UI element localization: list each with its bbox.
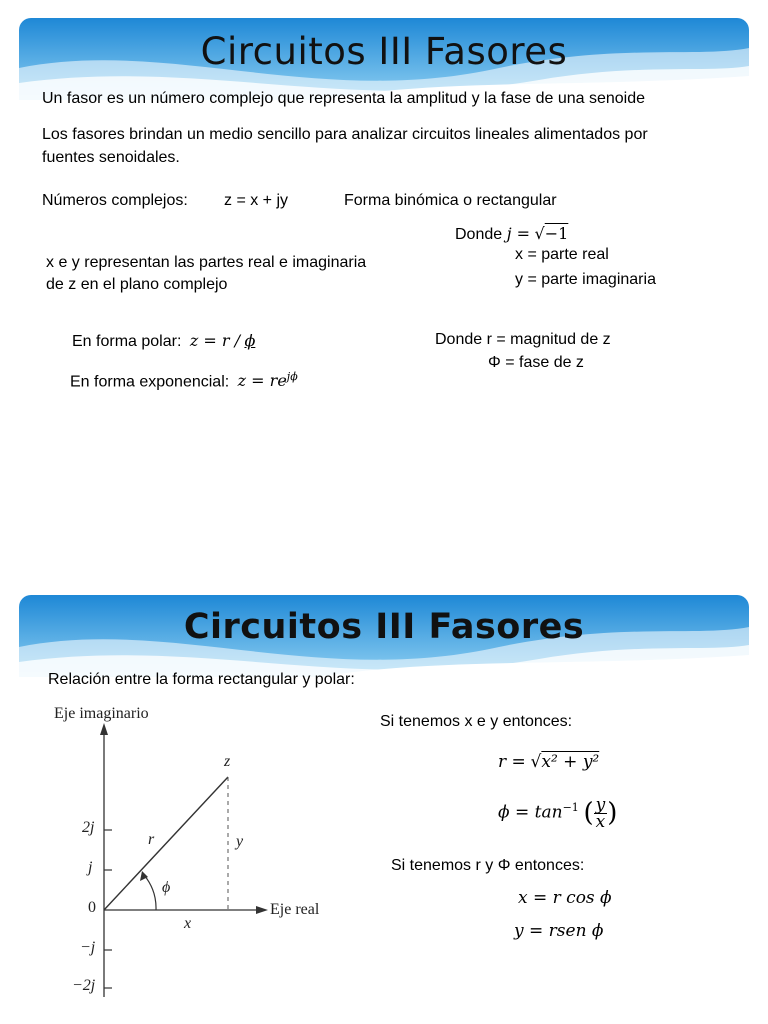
xy-explanation-line1: x e y representan las partes real e imaginaria	[46, 254, 367, 271]
phi-equals-tan: ϕ = tan	[498, 802, 563, 823]
polar-form	[72, 330, 255, 353]
slide-2	[0, 575, 768, 1024]
exponential-superscript: jϕ	[286, 370, 298, 383]
slide-title: Circuitos III Fasores	[183, 607, 585, 647]
slide-title: Circuitos III Fasores	[200, 30, 568, 73]
phasor-usage-line1: Los fasores brindan un medio sencillo para analizar circuitos lineales alimentados por	[42, 126, 648, 143]
x-formula: x = r cos ϕ	[518, 888, 612, 908]
if-xy-heading: Si tenemos x e y entonces:	[380, 713, 573, 730]
y-formula: y = rsen ϕ	[514, 921, 604, 941]
tick-0: 0	[88, 899, 96, 916]
exponential-form	[70, 366, 298, 393]
exponential-equation: z = re	[237, 371, 287, 391]
r-vector-label: r	[148, 831, 155, 848]
fraction-numerator: y	[595, 794, 606, 815]
xy-explanation-line2: de z en el plano complejo	[46, 276, 228, 293]
left-paren: (	[583, 798, 594, 829]
tick-neg-2j: −2j	[72, 977, 96, 994]
complex-equation: z = x + jy	[224, 192, 289, 209]
relation-heading: Relación entre la forma rectangular y polar:	[48, 671, 355, 688]
complex-numbers-label: Números complejos:	[42, 192, 188, 209]
phi-formula	[498, 791, 617, 830]
if-rphi-heading: Si tenemos r y Φ entonces:	[391, 857, 585, 874]
polar-phi: ϕ	[244, 331, 256, 350]
sqrt-argument: −1	[544, 224, 569, 243]
r-radicand: x² + y²	[541, 752, 600, 772]
x-definition: x = parte real	[515, 246, 609, 263]
x-component-label: x	[184, 915, 192, 932]
fraction-denominator: x	[595, 811, 606, 832]
phi-angle-label: ϕ	[162, 879, 171, 896]
inverse-superscript: −1	[562, 801, 579, 814]
r-equals: r =	[498, 752, 526, 772]
sqrt-symbol: √−1	[534, 224, 569, 243]
real-axis-label: Eje real	[270, 901, 320, 918]
tick-2j: 2j	[82, 819, 95, 836]
imaginary-axis-label: Eje imaginario	[54, 705, 149, 722]
donde-label: Donde	[455, 226, 503, 243]
polar-label: En forma polar:	[72, 333, 182, 350]
phasor-usage-line2: fuentes senoidales.	[42, 149, 180, 166]
phase-definition: Φ = fase de z	[488, 354, 584, 371]
j-equation: j =	[506, 224, 531, 243]
donde-j-label	[455, 223, 568, 246]
sqrt-symbol: √x² + y²	[530, 752, 600, 772]
exponential-label: En forma exponencial:	[70, 373, 230, 391]
z-point-label: z	[224, 753, 231, 770]
r-formula	[498, 751, 599, 773]
magnitude-definition: Donde r = magnitud de z	[435, 331, 611, 348]
y-component-label: y	[236, 833, 244, 850]
phasor-definition: Un fasor es un número complejo que representa la amplitud y la fase de una senoide	[42, 90, 646, 107]
right-paren: )	[607, 798, 618, 829]
complex-plane-diagram	[40, 705, 340, 1005]
form-name: Forma binómica o rectangular	[344, 192, 557, 209]
tick-neg-j: −j	[80, 939, 96, 956]
tick-j: j	[88, 859, 93, 876]
fraction	[594, 794, 608, 832]
y-definition: y = parte imaginaria	[515, 271, 656, 288]
complex-plane-svg	[40, 705, 340, 1005]
polar-equation: z = r /	[189, 331, 240, 350]
